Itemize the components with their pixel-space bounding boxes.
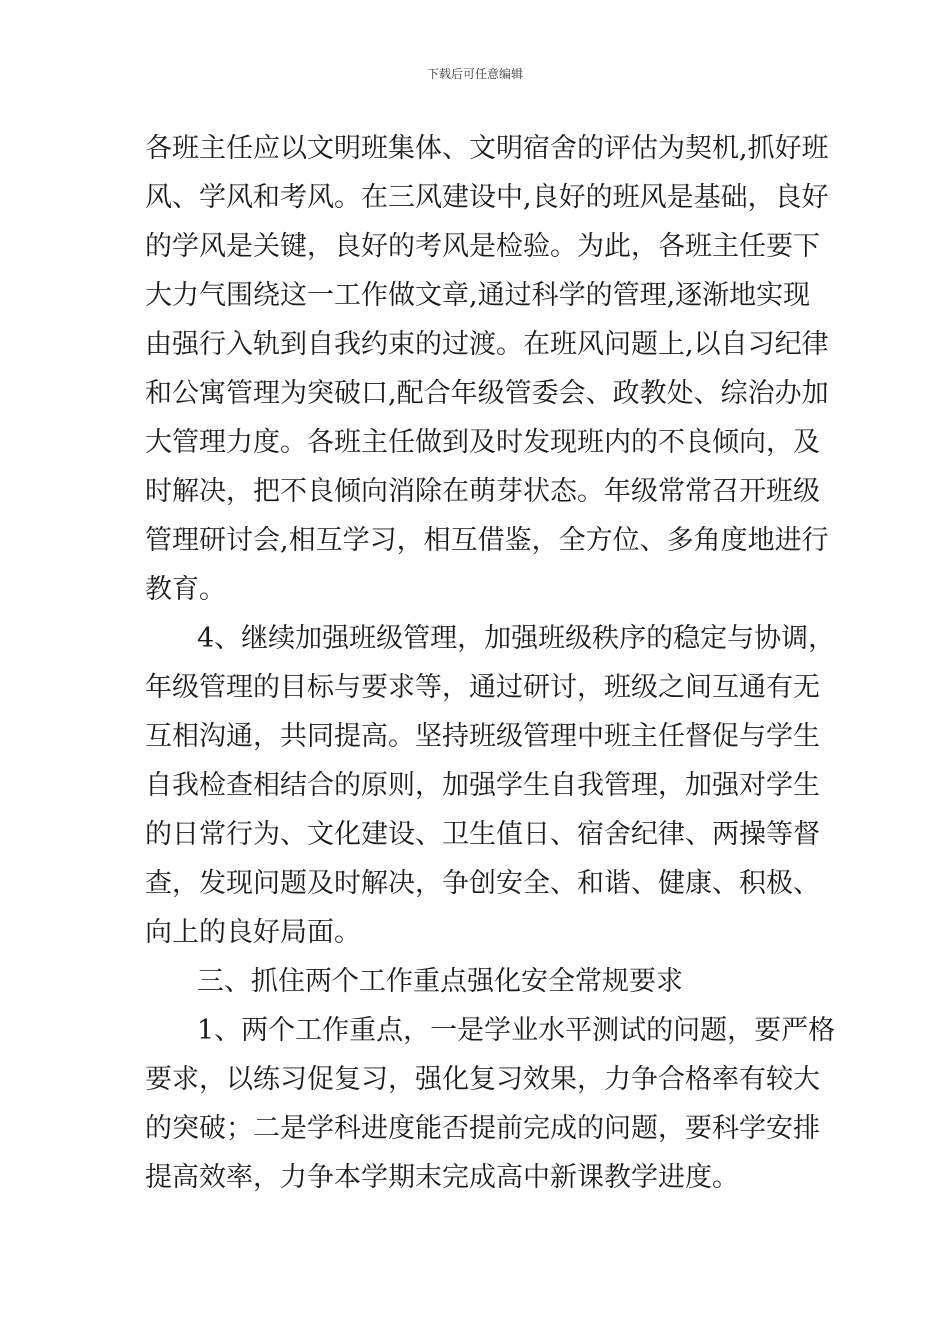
text-line: 由强行入轨到自我约束的过渡。在班风问题上,以自习纪律 xyxy=(145,329,829,360)
page-header: 下载后可任意编辑 xyxy=(426,67,523,81)
text-line: 互相沟通，共同提高。坚持班级管理中班主任督促与学生 xyxy=(145,721,820,752)
text-line: 教育。 xyxy=(145,574,226,605)
text-line: 自我检查相结合的原则，加强学生自我管理，加强对学生 xyxy=(145,770,820,801)
paragraph-start-line: 1、两个工作重点，一是学业水平测试的问题，要严格 xyxy=(197,1015,836,1046)
text-line: 要求，以练习促复习，强化复习效果，力争合格率有较大 xyxy=(145,1064,820,1095)
text-line: 大管理力度。各班主任做到及时发现班内的不良倾向，及 xyxy=(145,427,820,458)
text-line: 管理研讨会,相互学习，相互借鉴，全方位、多角度地进行 xyxy=(145,525,829,556)
text-line: 和公寓管理为突破口,配合年级管委会、政教处、综治办加 xyxy=(145,378,829,409)
text-line: 风、学风和考风。在三风建设中,良好的班风是基础，良好 xyxy=(145,182,829,213)
text-line: 查，发现问题及时解决，争创安全、和谐、健康、积极、 xyxy=(145,868,820,899)
text-line: 年级管理的目标与要求等，通过研讨，班级之间互通有无 xyxy=(145,672,820,703)
text-line: 时解决，把不良倾向消除在萌芽状态。年级常常召开班级 xyxy=(145,476,820,507)
paragraph-start-line: 4、继续加强班级管理，加强班级秩序的稳定与协调， xyxy=(197,623,836,654)
text-line: 各班主任应以文明班集体、文明宿舍的评估为契机,抓好班 xyxy=(145,133,829,164)
text-line: 的日常行为、文化建设、卫生值日、宿舍纪律、两操等督 xyxy=(145,819,820,850)
text-line: 的学风是关键，良好的考风是检验。为此，各班主任要下 xyxy=(145,231,820,262)
text-line: 向上的良好局面。 xyxy=(145,917,361,948)
text-line: 的突破；二是学科进度能否提前完成的问题，要科学安排 xyxy=(145,1113,820,1144)
text-line: 大力气围绕这一工作做文章,通过科学的管理,逐渐地实现 xyxy=(145,280,811,311)
section-heading: 三、抓住两个工作重点强化安全常规要求 xyxy=(197,966,683,997)
text-line: 提高效率，力争本学期末完成高中新课教学进度。 xyxy=(145,1162,739,1193)
